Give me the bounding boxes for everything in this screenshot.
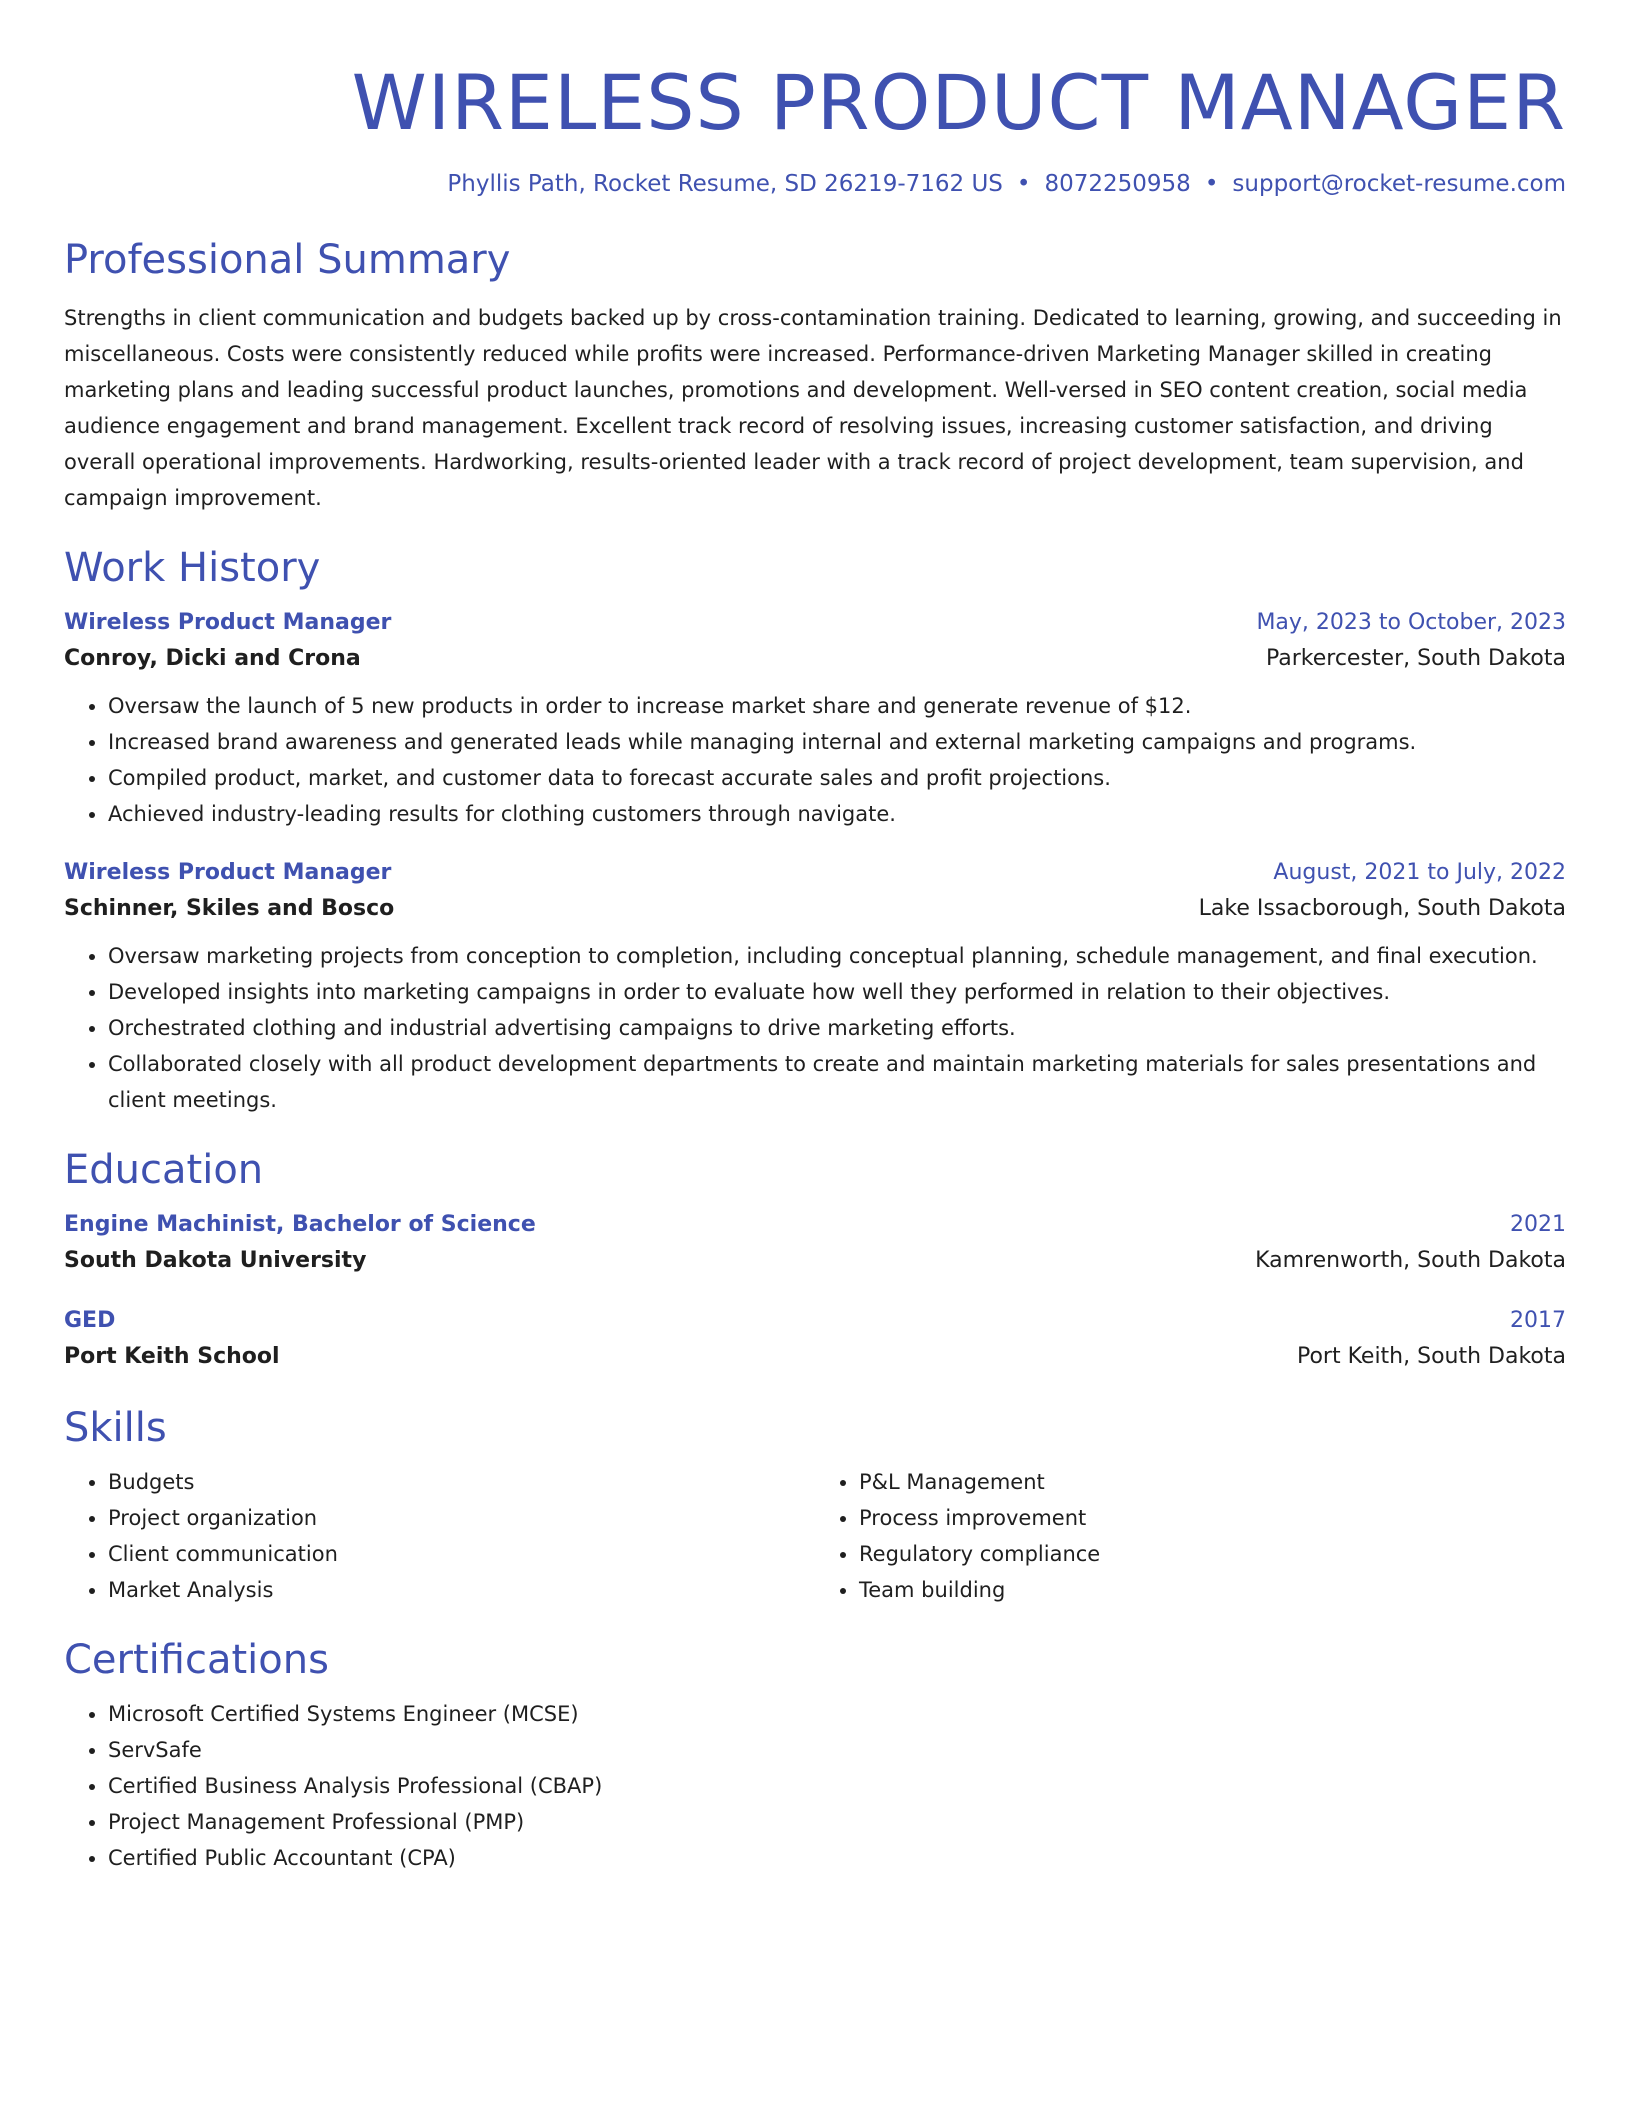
certification-item: • Microsoft Certified Systems Engineer (MCSE)	[108, 1696, 1566, 1732]
summary-section	[64, 234, 1566, 516]
education-location: Port Keith, South Dakota	[1296, 1344, 1566, 1369]
certifications-section	[64, 1634, 1566, 1876]
job-bullet: • Orchestrated clothing and industrial advertising campaigns to drive marketing efforts.	[108, 1010, 1566, 1046]
education-degree: GED	[64, 1308, 116, 1333]
education-entry	[64, 1208, 1566, 1280]
job-bullet: • Oversaw marketing projects from conception to completion, including conceptual planning, schedule management, and final execution.	[108, 938, 1566, 974]
skills-section	[64, 1402, 1566, 1608]
skill-item: • P&L Management	[859, 1464, 1566, 1500]
job-dates: August, 2021 to July, 2022	[1273, 860, 1566, 885]
certification-item: • Project Management Professional (PMP)	[108, 1804, 1566, 1840]
job-bullet: • Developed insights into marketing campaigns in order to evaluate how well they performed in relation to their objectives.	[108, 974, 1566, 1010]
education-entry	[64, 1304, 1566, 1376]
education-degree: Engine Machinist, Bachelor of Science	[64, 1212, 536, 1237]
work-history-heading: Work History	[64, 545, 321, 591]
skill-item: • Process improvement	[859, 1500, 1566, 1536]
resume-title: WIRELESS PRODUCT MANAGER	[351, 58, 1566, 147]
skill-item: • Market Analysis	[108, 1572, 815, 1608]
work-history-section	[64, 542, 1566, 1118]
education-heading: Education	[64, 1147, 264, 1193]
job-location: Parkercester, South Dakota	[1265, 646, 1566, 671]
job-bullets	[64, 938, 1566, 1118]
contact-address: Phyllis Path, Rocket Resume, SD 26219-7162 US	[447, 171, 1003, 197]
contact-separator: •	[1204, 171, 1219, 197]
job-title: Wireless Product Manager	[64, 610, 392, 635]
certifications-list	[64, 1696, 1566, 1876]
job-company: Schinner, Skiles and Bosco	[64, 896, 395, 921]
certification-item: • ServSafe	[108, 1732, 1566, 1768]
skill-item: • Budgets	[108, 1464, 815, 1500]
skill-item: • Project organization	[108, 1500, 815, 1536]
education-year: 2021	[1510, 1212, 1566, 1237]
certification-item: • Certified Public Accountant (CPA)	[108, 1840, 1566, 1876]
skills-list-right	[815, 1464, 1566, 1608]
skill-item: • Team building	[859, 1572, 1566, 1608]
certification-item: • Certified Business Analysis Professional (CBAP)	[108, 1768, 1566, 1804]
job-dates: May, 2023 to October, 2023	[1256, 610, 1566, 635]
summary-text: Strengths in client communication and budgets backed up by cross-contamination training. Dedicated to learning, growing, and succeeding in miscellaneous. Costs were consistently reduced while profits were increased. Performance-driven Marketing Manager skilled in creating marketing plans and leading successful product launches, promotions and development. Well-versed in SEO content creation, social media audience engagement and brand management. Excellent track record of resolving issues, increasing customer satisfaction, and driving overall operational improvements. Hardworking, results-oriented leader with a track record of project development, team supervision, and campaign improvement.	[64, 306, 1562, 510]
skill-item: • Client communication	[108, 1536, 815, 1572]
skills-list-left	[64, 1464, 815, 1608]
skill-item: • Regulatory compliance	[859, 1536, 1566, 1572]
job-entry	[64, 856, 1566, 1118]
resume-page	[64, 0, 1566, 1876]
job-bullet: • Collaborated closely with all product development departments to create and maintain marketing materials for sales presentations and client meetings.	[108, 1046, 1566, 1118]
contact-line	[64, 168, 1566, 200]
education-year: 2017	[1510, 1308, 1566, 1333]
job-bullet: • Oversaw the launch of 5 new products in order to increase market share and generate revenue of $12.	[108, 688, 1566, 724]
education-school: South Dakota University	[64, 1248, 367, 1273]
skills-grid	[64, 1464, 1566, 1608]
education-location: Kamrenworth, South Dakota	[1255, 1248, 1566, 1273]
education-school: Port Keith School	[64, 1344, 280, 1369]
job-entry	[64, 606, 1566, 832]
job-bullet: • Achieved industry-leading results for clothing customers through navigate.	[108, 796, 1566, 832]
job-company: Conroy, Dicki and Crona	[64, 646, 361, 671]
job-bullet: • Compiled product, market, and customer data to forecast accurate sales and profit projections.	[108, 760, 1566, 796]
summary-heading: Professional Summary	[64, 237, 511, 283]
job-location: Lake Issacborough, South Dakota	[1198, 896, 1566, 921]
job-bullets	[64, 688, 1566, 832]
contact-separator: •	[1016, 171, 1031, 197]
skills-heading: Skills	[64, 1405, 167, 1451]
certifications-heading: Certifications	[64, 1637, 329, 1683]
job-bullet: • Increased brand awareness and generated leads while managing internal and external marketing campaigns and programs.	[108, 724, 1566, 760]
contact-email[interactable]: support@rocket-resume.com	[1232, 171, 1566, 197]
contact-phone: 8072250958	[1044, 171, 1191, 197]
education-section	[64, 1144, 1566, 1376]
job-title: Wireless Product Manager	[64, 860, 392, 885]
